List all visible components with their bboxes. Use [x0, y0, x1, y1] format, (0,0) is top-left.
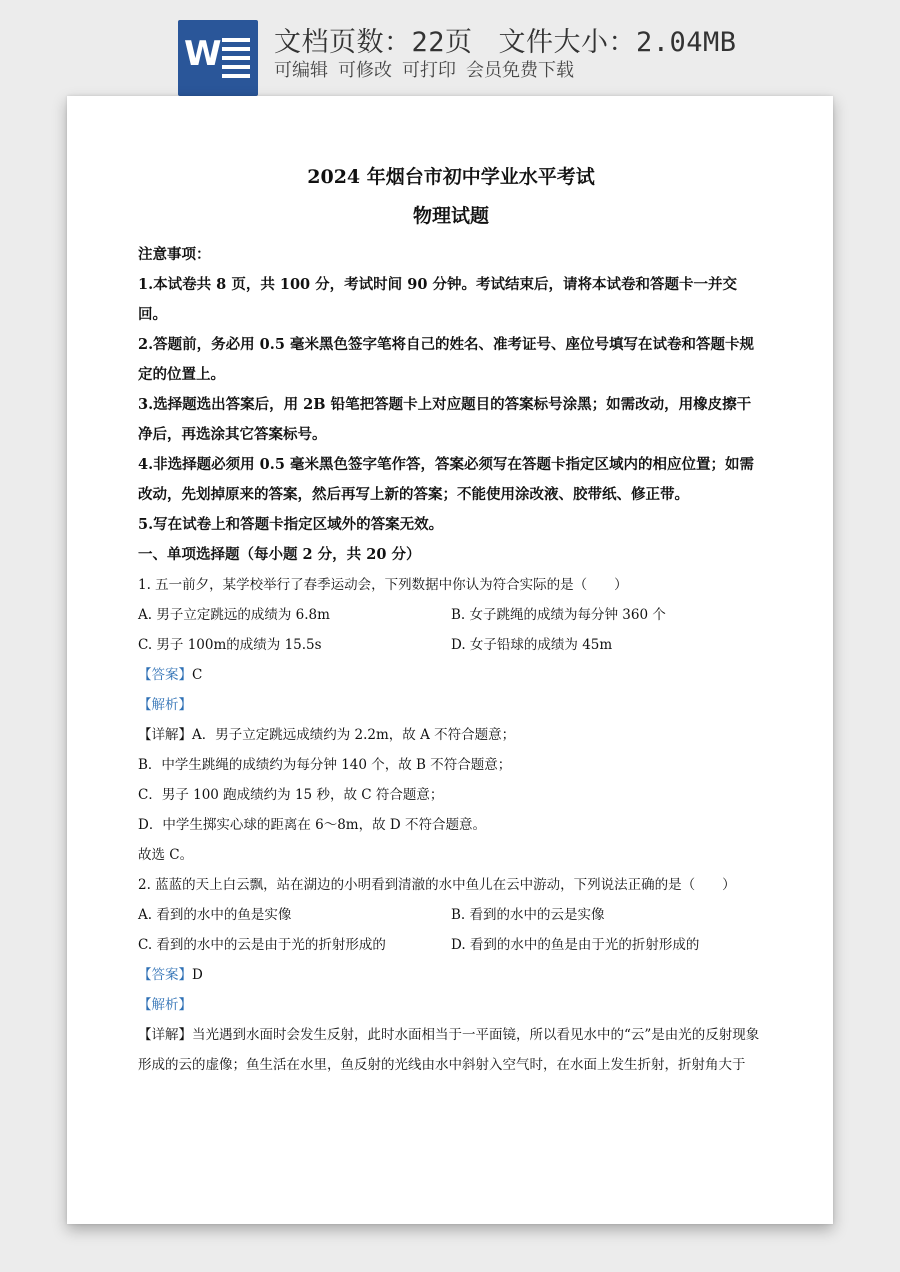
analysis-tag: 【解析】 [138, 697, 192, 713]
document-page [67, 96, 833, 1224]
question-2-options-row-2 [138, 930, 764, 960]
page-count-label: 文档页数：22页 [274, 27, 473, 58]
word-icon-lines [222, 38, 250, 83]
option-a: A. 男子立定跳远的成绩为 6.8m [138, 607, 330, 623]
header-banner [0, 0, 900, 96]
answer-value: C [192, 667, 203, 683]
detail-line [138, 720, 764, 750]
notice-heading: 注意事项： [138, 246, 211, 263]
option-b: B. 女子跳绳的成绩为每分钟 360 个 [451, 607, 666, 623]
question-1-options-row-1 [138, 600, 764, 630]
analysis-line [138, 690, 764, 720]
option-d: D. 女子铅球的成绩为 45m [451, 637, 613, 653]
feature-editable: 可编辑 [274, 60, 328, 81]
option-d: D. 看到的水中的鱼是由于光的折射形成的 [451, 937, 700, 953]
detail-line: C．男子 100 跑成绩约为 15 秒，故 C 符合题意； [138, 787, 444, 803]
feature-modifiable: 可修改 [338, 60, 392, 81]
detail-tag: 【详解】 [138, 727, 192, 743]
notice-item: 4.非选择题必须用 0.5 毫米黑色签字笔作答，答案必须写在答题卡指定区域内的相应位置；如需改动，先划掉原来的答案，然后再写上新的答案；不能使用涂改液、胶带纸、修正带。 [138, 456, 754, 503]
feature-printable: 可打印 [402, 60, 456, 81]
word-icon-letter: W [184, 34, 222, 74]
section-heading: 一、单项选择题（每小题 2 分，共 20 分） [138, 546, 421, 563]
option-a: A. 看到的水中的鱼是实像 [138, 907, 292, 923]
answer-tag: 【答案】 [138, 667, 192, 683]
detail-text: 当光遇到水面时会发生反射，此时水面相当于一平面镜，所以看见水中的“云”是由光的反射现象形成的云的虚像；鱼生活在水里，鱼反射的光线由水中斜射入空气时，在水面上发生折射，折射角大于 [138, 1027, 760, 1073]
doc-subtitle: 物理试题 [412, 205, 489, 227]
detail-line [138, 1020, 764, 1080]
detail-tag: 【详解】 [138, 1027, 192, 1043]
feature-member-download[interactable]: 会员免费下载 [466, 60, 574, 81]
option-c: C. 看到的水中的云是由于光的折射形成的 [138, 937, 386, 953]
question-1-stem: 1. 五一前夕，某学校举行了春季运动会，下列数据中你认为符合实际的是（ ） [138, 577, 628, 593]
file-info [274, 20, 737, 59]
analysis-line [138, 990, 764, 1020]
word-document-icon [178, 20, 258, 96]
notice-item: 5.写在试卷上和答题卡指定区域外的答案无效。 [138, 516, 444, 533]
detail-line: D．中学生掷实心球的距离在 6～8m，故 D 不符合题意。 [138, 817, 487, 833]
answer-value: D [192, 967, 203, 983]
option-c: C. 男子 100m的成绩为 15.5s [138, 637, 322, 653]
detail-line: B．中学生跳绳的成绩约为每分钟 140 个，故 B 不符合题意； [138, 757, 512, 773]
answer-line [138, 660, 764, 690]
question-2-options-row-1 [138, 900, 764, 930]
question-1-options-row-2 [138, 630, 764, 660]
conclusion-line: 故选 C。 [138, 847, 194, 863]
document-content [138, 158, 764, 1080]
detail-text: A．男子立定跳远成绩约为 2.2m，故 A 不符合题意； [192, 727, 516, 743]
doc-title: 2024 年烟台市初中学业水平考试 [307, 166, 595, 188]
notice-item: 2.答题前，务必用 0.5 毫米黑色签字笔将自己的姓名、准考证号、座位号填写在试卷和答题卡规定的位置上。 [138, 336, 754, 383]
feature-list [274, 56, 584, 82]
option-b: B. 看到的水中的云是实像 [451, 907, 605, 923]
question-2-stem: 2. 蓝蓝的天上白云飘，站在湖边的小明看到清澈的水中鱼儿在云中游动，下列说法正确的是（ ） [138, 877, 736, 893]
analysis-tag: 【解析】 [138, 997, 192, 1013]
notice-item: 3.选择题选出答案后，用 2B 铅笔把答题卡上对应题目的答案标号涂黑；如需改动，用橡皮擦干净后，再选涂其它答案标号。 [138, 396, 752, 443]
file-size-label: 文件大小：2.04MB [498, 27, 737, 58]
answer-line [138, 960, 764, 990]
notice-item: 1.本试卷共 8 页，共 100 分，考试时间 90 分钟。考试结束后，请将本试卷和答题卡一并交回。 [138, 276, 737, 323]
answer-tag: 【答案】 [138, 967, 192, 983]
